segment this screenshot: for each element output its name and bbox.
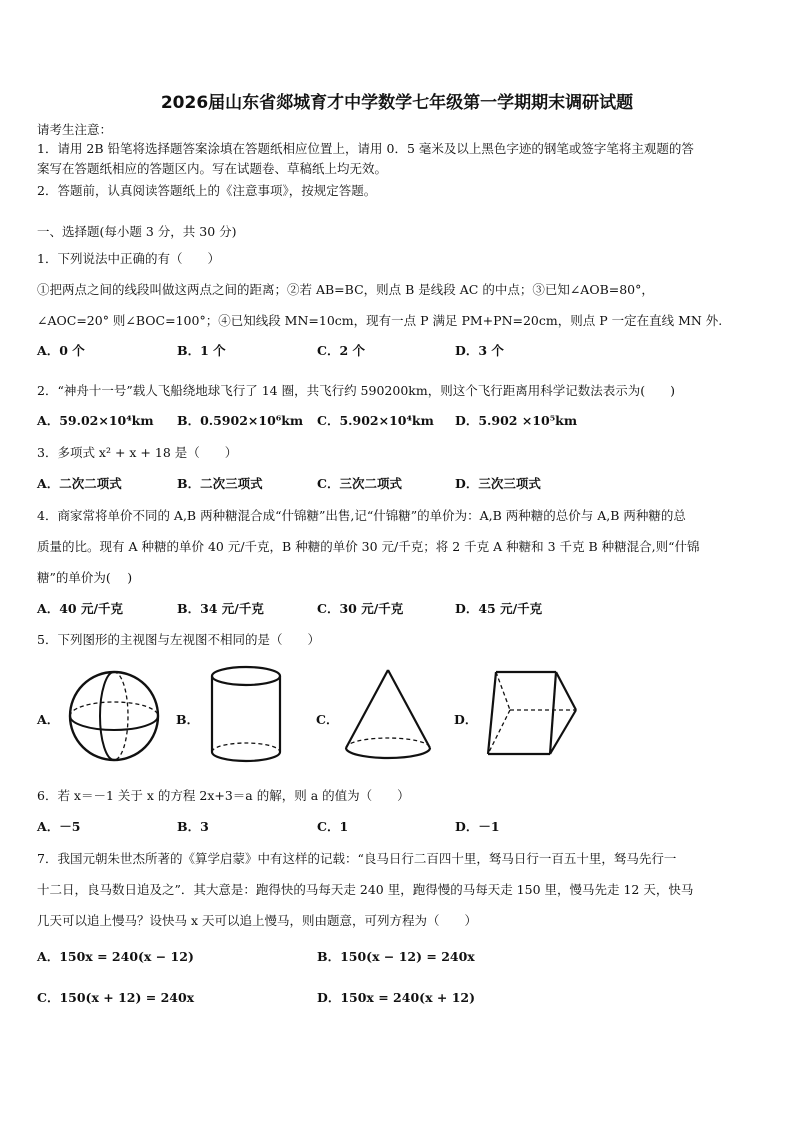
q1-stem: 1．下列说法中正确的有（ ） [37, 251, 220, 266]
q2-option-d: D．5.902 ×10⁵km [455, 413, 578, 428]
q1-line-1: ①把两点之间的线段叫做这两点之间的距离；②若 AB=BC，则点 B 是线段 AC 的中点；③已知∠AOB=80°， [37, 282, 654, 297]
q7-option-d: D．150x = 240(x + 12) [317, 990, 476, 1005]
q1-option-a: A．0 个 [37, 343, 85, 358]
q5-label-a: A． [37, 712, 60, 727]
q4-option-b: B．34 元/千克 [177, 601, 264, 616]
q6-option-d: D．－1 [455, 819, 500, 834]
q7-line-2: 十二日，良马数日追及之”．其大意是：跑得快的马每天走 240 里，跑得慢的马每天走 150 里，慢马先走 12 天，快马 [37, 882, 694, 897]
q1-option-c: C．2 个 [317, 343, 365, 358]
cylinder-figure [206, 664, 286, 766]
q5-label-c: C． [316, 712, 339, 727]
sphere-figure [64, 666, 164, 766]
q6-option-a: A．－5 [37, 819, 81, 834]
q5-stem: 5．下列图形的主视图与左视图不相同的是（ ） [37, 632, 320, 647]
q7-option-b: B．150(x − 12) = 240x [317, 949, 475, 964]
q2-stem: 2．“神舟十一号”载人飞船绕地球飞行了 14 圈，共飞行约 590200km，则这个飞行距离用科学记数法表示为( ) [37, 383, 675, 398]
notice-line-1b: 案写在答题纸相应的答题区内。写在试题卷、草稿纸上均无效。 [37, 161, 388, 176]
q4-option-a: A．40 元/千克 [37, 601, 124, 616]
q1-option-b: B．1 个 [177, 343, 226, 358]
q3-option-d: D．三次三项式 [455, 476, 541, 491]
q2-option-a: A．59.02×10⁴km [37, 413, 154, 428]
q4-option-d: D．45 元/千克 [455, 601, 543, 616]
q3-stem: 3．多项式 x² + x + 18 是（ ） [37, 445, 238, 460]
q3-option-c: C．三次二项式 [317, 476, 402, 491]
prism-figure [482, 666, 582, 766]
q4-option-c: C．30 元/千克 [317, 601, 404, 616]
q1-option-d: D．3 个 [455, 343, 504, 358]
q5-label-b: B． [176, 712, 200, 727]
q7-line-3: 几天可以追上慢马？设快马 x 天可以追上慢马，则由题意，可列方程为（ ） [37, 913, 477, 928]
cone-figure [340, 666, 436, 766]
q7-line-1: 7．我国元朝朱世杰所著的《算学启蒙》中有这样的记载：“良马日行二百四十里，驽马日行一百五十里，驽马先行一 [37, 851, 677, 866]
q2-option-b: B．0.5902×10⁶km [177, 413, 304, 428]
q6-option-b: B．3 [177, 819, 209, 834]
notice-heading: 请考生注意： [37, 122, 113, 137]
q7-option-a: A．150x = 240(x − 12) [37, 949, 194, 964]
section-heading: 一、选择题(每小题 3 分，共 30 分) [37, 224, 237, 239]
q4-line-2: 质量的比。现有 A 种糖的单价 40 元/千克，B 种糖的单价 30 元/千克；将 2 千克 A 种糖和 3 千克 B 种糖混合,则“什锦 [37, 539, 700, 554]
q2-option-c: C．5.902×10⁴km [317, 413, 434, 428]
q3-option-a: A．二次二项式 [37, 476, 122, 491]
q4-line-3: 糖”的单价为( ) [37, 570, 133, 585]
q1-line-2: ∠AOC=20° 则∠BOC=100°；④已知线段 MN=10cm，现有一点 P 满足 PM+PN=20cm，则点 P 一定在直线 MN 外. [37, 313, 723, 328]
q4-line-1: 4．商家常将单价不同的 A,B 两种糖混合成“什锦糖”出售,记“什锦糖”的单价为：A,B 两种糖的总价与 A,B 两种糖的总 [37, 508, 686, 523]
notice-line-2: 2．答题前，认真阅读答题纸上的《注意事项》，按规定答题。 [37, 183, 377, 198]
notice-line-1a: 1．请用 2B 铅笔将选择题答案涂填在答题纸相应位置上，请用 0．5 毫米及以上黑色字迹的钢笔或签字笔将主观题的答 [37, 141, 694, 156]
q6-option-c: C．1 [317, 819, 349, 834]
page-title: 2026届山东省郯城育才中学数学七年级第一学期期末调研试题 [160, 93, 634, 113]
q3-option-b: B．二次三项式 [177, 476, 263, 491]
q5-label-d: D． [454, 712, 478, 727]
q6-stem: 6．若 x＝－1 关于 x 的方程 2x+3＝a 的解，则 a 的值为（ ） [37, 788, 410, 803]
q7-option-c: C．150(x + 12) = 240x [37, 990, 195, 1005]
